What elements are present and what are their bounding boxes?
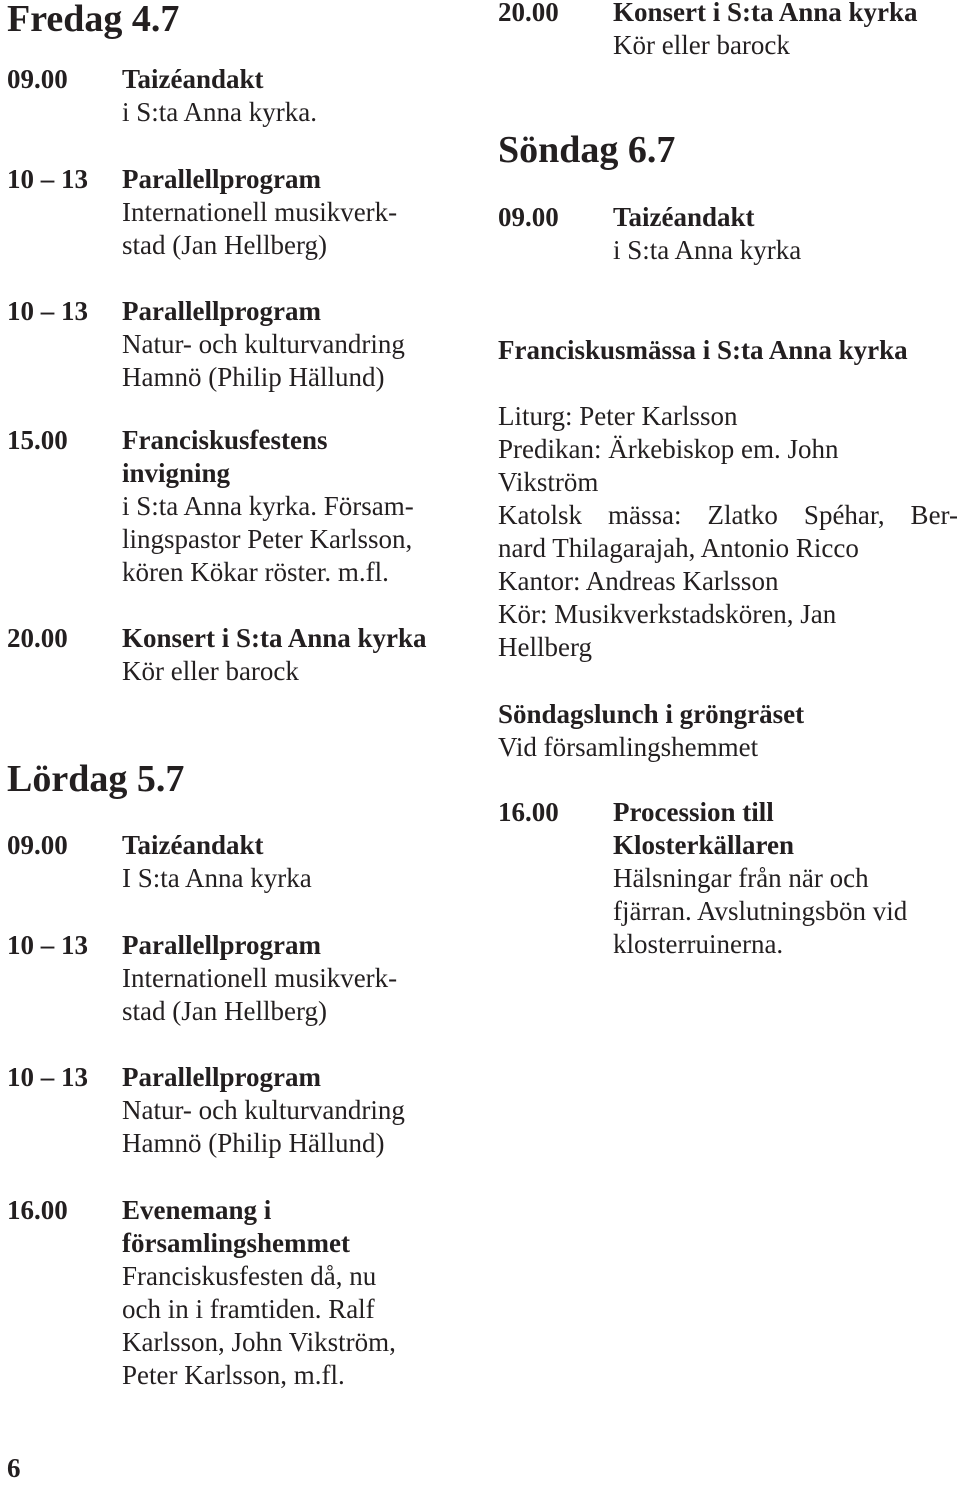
lunch-heading: Söndagslunch i gröngräset — [498, 699, 805, 729]
event-title: Klosterkällaren — [613, 830, 794, 860]
event-line: I S:ta Anna kyrka — [122, 863, 312, 893]
event-title: Parallellprogram — [122, 164, 321, 194]
event-line: Natur- och kulturvandring — [122, 1095, 405, 1125]
event-time: 09.00 — [7, 64, 68, 94]
massa-line: Kantor: Andreas Karlsson — [498, 566, 779, 596]
massa-section — [498, 334, 958, 664]
event-lordag-taize — [7, 829, 467, 895]
event-line: Hamnö (Philip Hällund) — [122, 362, 385, 392]
massa-heading: Franciskusmässa i S:ta Anna kyrka — [498, 335, 908, 365]
event-title: Procession till — [613, 797, 774, 827]
event-line: Franciskusfesten då, nu — [122, 1261, 377, 1291]
event-fredag-konsert — [7, 622, 467, 688]
event-fredag-invigning — [7, 424, 467, 589]
massa-line: Vikström — [498, 467, 599, 497]
event-title: Evenemang i — [122, 1195, 272, 1225]
event-line: i S:ta Anna kyrka — [613, 235, 802, 265]
event-time: 20.00 — [7, 623, 68, 653]
event-line: i S:ta Anna kyrka. Försam- — [122, 491, 414, 521]
event-title: Taizéandakt — [613, 202, 755, 232]
massa-line: Hellberg — [498, 632, 592, 662]
event-title: Konsert i S:ta Anna kyrka — [613, 0, 918, 27]
event-time: 15.00 — [7, 425, 68, 455]
event-time: 10 – 13 — [7, 296, 88, 326]
event-time: 16.00 — [7, 1195, 68, 1225]
event-title: Parallellprogram — [122, 930, 321, 960]
event-time: 20.00 — [498, 0, 559, 27]
event-sondag-taize — [498, 201, 958, 267]
massa-line: Katolsk mässa: Zlatko Spéhar, Ber- — [498, 500, 958, 530]
event-title: Taizéandakt — [122, 830, 264, 860]
event-line: klosterruinerna. — [613, 929, 784, 959]
event-fredag-taize — [7, 63, 467, 129]
event-fredag-parallell-2 — [7, 295, 467, 394]
event-line: Peter Karlsson, m.fl. — [122, 1360, 345, 1390]
event-title: Parallellprogram — [122, 1062, 321, 1092]
event-lordag-parallell-1 — [7, 929, 467, 1028]
event-line: och in i framtiden. Ralf — [122, 1294, 375, 1324]
event-title: invigning — [122, 458, 231, 488]
event-line: kören Kökar röster. m.fl. — [122, 557, 389, 587]
event-line: Internationell musikverk- — [122, 963, 398, 993]
event-time: 16.00 — [498, 797, 559, 827]
event-time: 09.00 — [7, 830, 68, 860]
event-title: Franciskusfestens — [122, 425, 328, 455]
event-time: 09.00 — [498, 202, 559, 232]
event-line: Kör eller barock — [613, 30, 790, 60]
event-lordag-evenemang — [7, 1194, 467, 1392]
event-line: stad (Jan Hellberg) — [122, 996, 327, 1026]
event-time: 10 – 13 — [7, 164, 88, 194]
event-title: Konsert i S:ta Anna kyrka — [122, 623, 427, 653]
event-line: Hamnö (Philip Hällund) — [122, 1128, 385, 1158]
lunch-section — [498, 698, 958, 764]
massa-line: Kör: Musikverkstadskören, Jan — [498, 599, 837, 629]
day-heading-sondag: Söndag 6.7 — [498, 129, 676, 171]
event-lordag-parallell-2 — [7, 1061, 467, 1160]
event-line: Kör eller barock — [122, 656, 299, 686]
event-line: fjärran. Avslutningsbön vid — [613, 896, 908, 926]
event-title: församlingshemmet — [122, 1228, 350, 1258]
massa-line: Predikan: Ärkebiskop em. John — [498, 434, 839, 464]
event-title: Parallellprogram — [122, 296, 321, 326]
massa-line: Liturg: Peter Karlsson — [498, 401, 738, 431]
event-line: Internationell musikverk- — [122, 197, 398, 227]
event-fredag-konsert-repeat — [498, 0, 958, 62]
event-fredag-parallell-1 — [7, 163, 467, 262]
event-title: Taizéandakt — [122, 64, 264, 94]
day-heading-lordag: Lördag 5.7 — [7, 758, 185, 800]
event-sondag-procession — [498, 796, 958, 961]
event-line: Karlsson, John Vikström, — [122, 1327, 396, 1357]
page-number: 6 — [7, 1453, 21, 1483]
event-line: Natur- och kulturvandring — [122, 329, 405, 359]
day-heading-fredag: Fredag 4.7 — [7, 0, 180, 40]
event-line: Hälsningar från när och — [613, 863, 869, 893]
lunch-line: Vid församlingshemmet — [498, 732, 759, 762]
event-line: stad (Jan Hellberg) — [122, 230, 327, 260]
event-line: i S:ta Anna kyrka. — [122, 97, 317, 127]
event-time: 10 – 13 — [7, 1062, 88, 1092]
event-line: lingspastor Peter Karlsson, — [122, 524, 413, 554]
massa-line: nard Thilagarajah, Antonio Ricco — [498, 533, 859, 563]
event-time: 10 – 13 — [7, 930, 88, 960]
